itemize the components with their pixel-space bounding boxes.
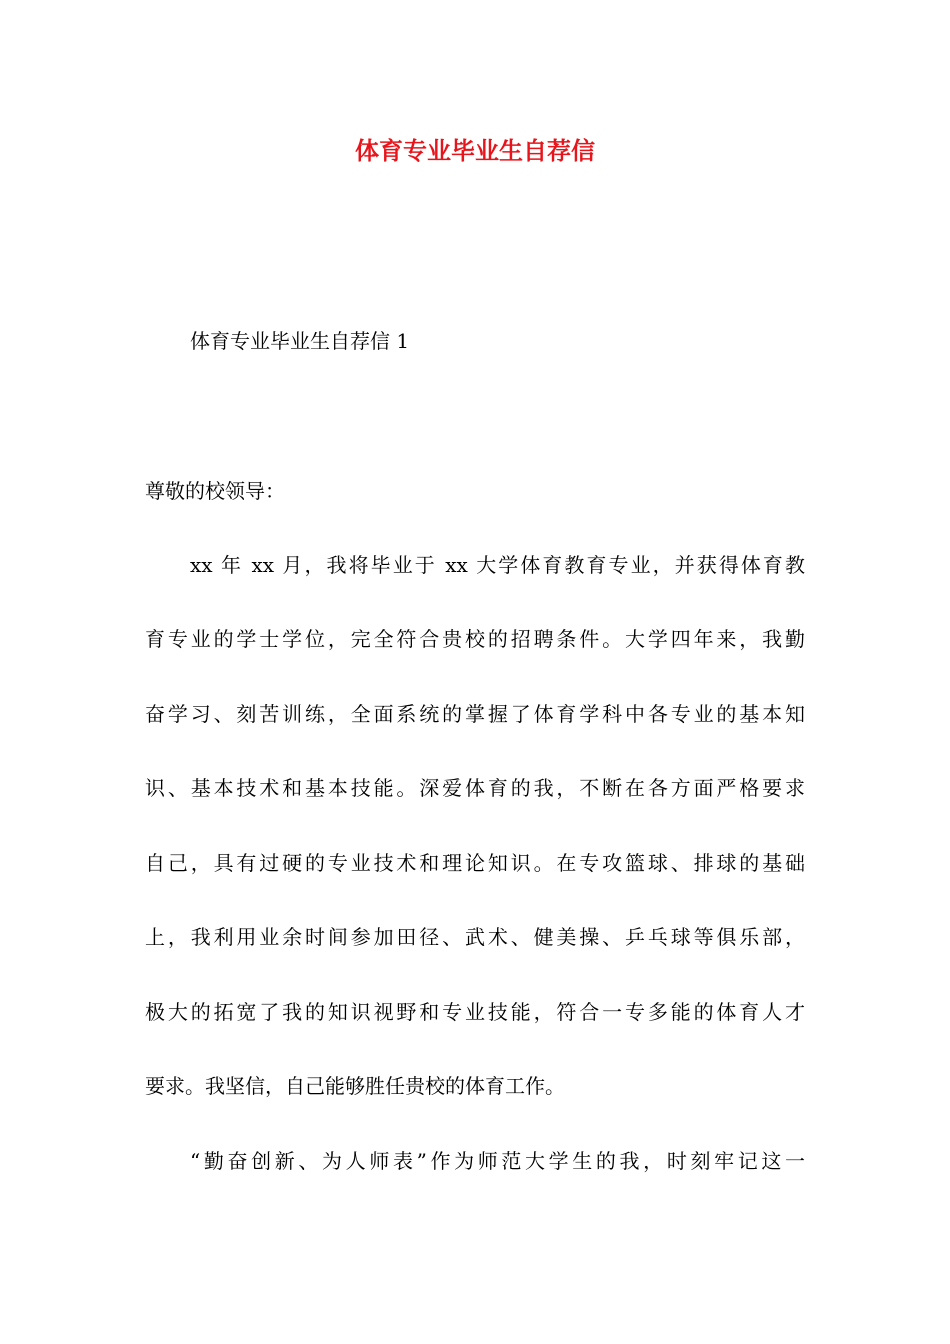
paragraph-line: 奋学习、刻苦训练，全面系统的掌握了体育学科中各专业的基本知 [145, 702, 805, 726]
letter-salutation: 尊敬的校领导： [145, 479, 285, 503]
paragraph-line: 自己，具有过硬的专业技术和理论知识。在专攻篮球、排球的基础 [145, 851, 805, 875]
paragraph-line: 育专业的学士学位，完全符合贵校的招聘条件。大学四年来，我勤 [145, 627, 805, 651]
document-title: 体育专业毕业生自荐信 [355, 137, 595, 165]
paragraph-line: xx 年 xx 月，我将毕业于 xx 大学体育教育专业，并获得体育教 [190, 553, 805, 577]
paragraph-line: 上，我利用业余时间参加田径、武术、健美操、乒乓球等俱乐部， [145, 925, 805, 949]
paragraph-line: 要求。我坚信，自己能够胜任贵校的体育工作。 [145, 1074, 565, 1098]
paragraph-line: 极大的拓宽了我的知识视野和专业技能，符合一专多能的体育人才 [145, 1000, 805, 1024]
letter-subheading: 体育专业毕业生自荐信 1 [190, 329, 410, 353]
paragraph-line: “勤奋创新、为人师表”作为师范大学生的我，时刻牢记这一 [190, 1149, 805, 1173]
paragraph-line: 识、基本技术和基本技能。深爱体育的我，不断在各方面严格要求 [145, 776, 805, 800]
